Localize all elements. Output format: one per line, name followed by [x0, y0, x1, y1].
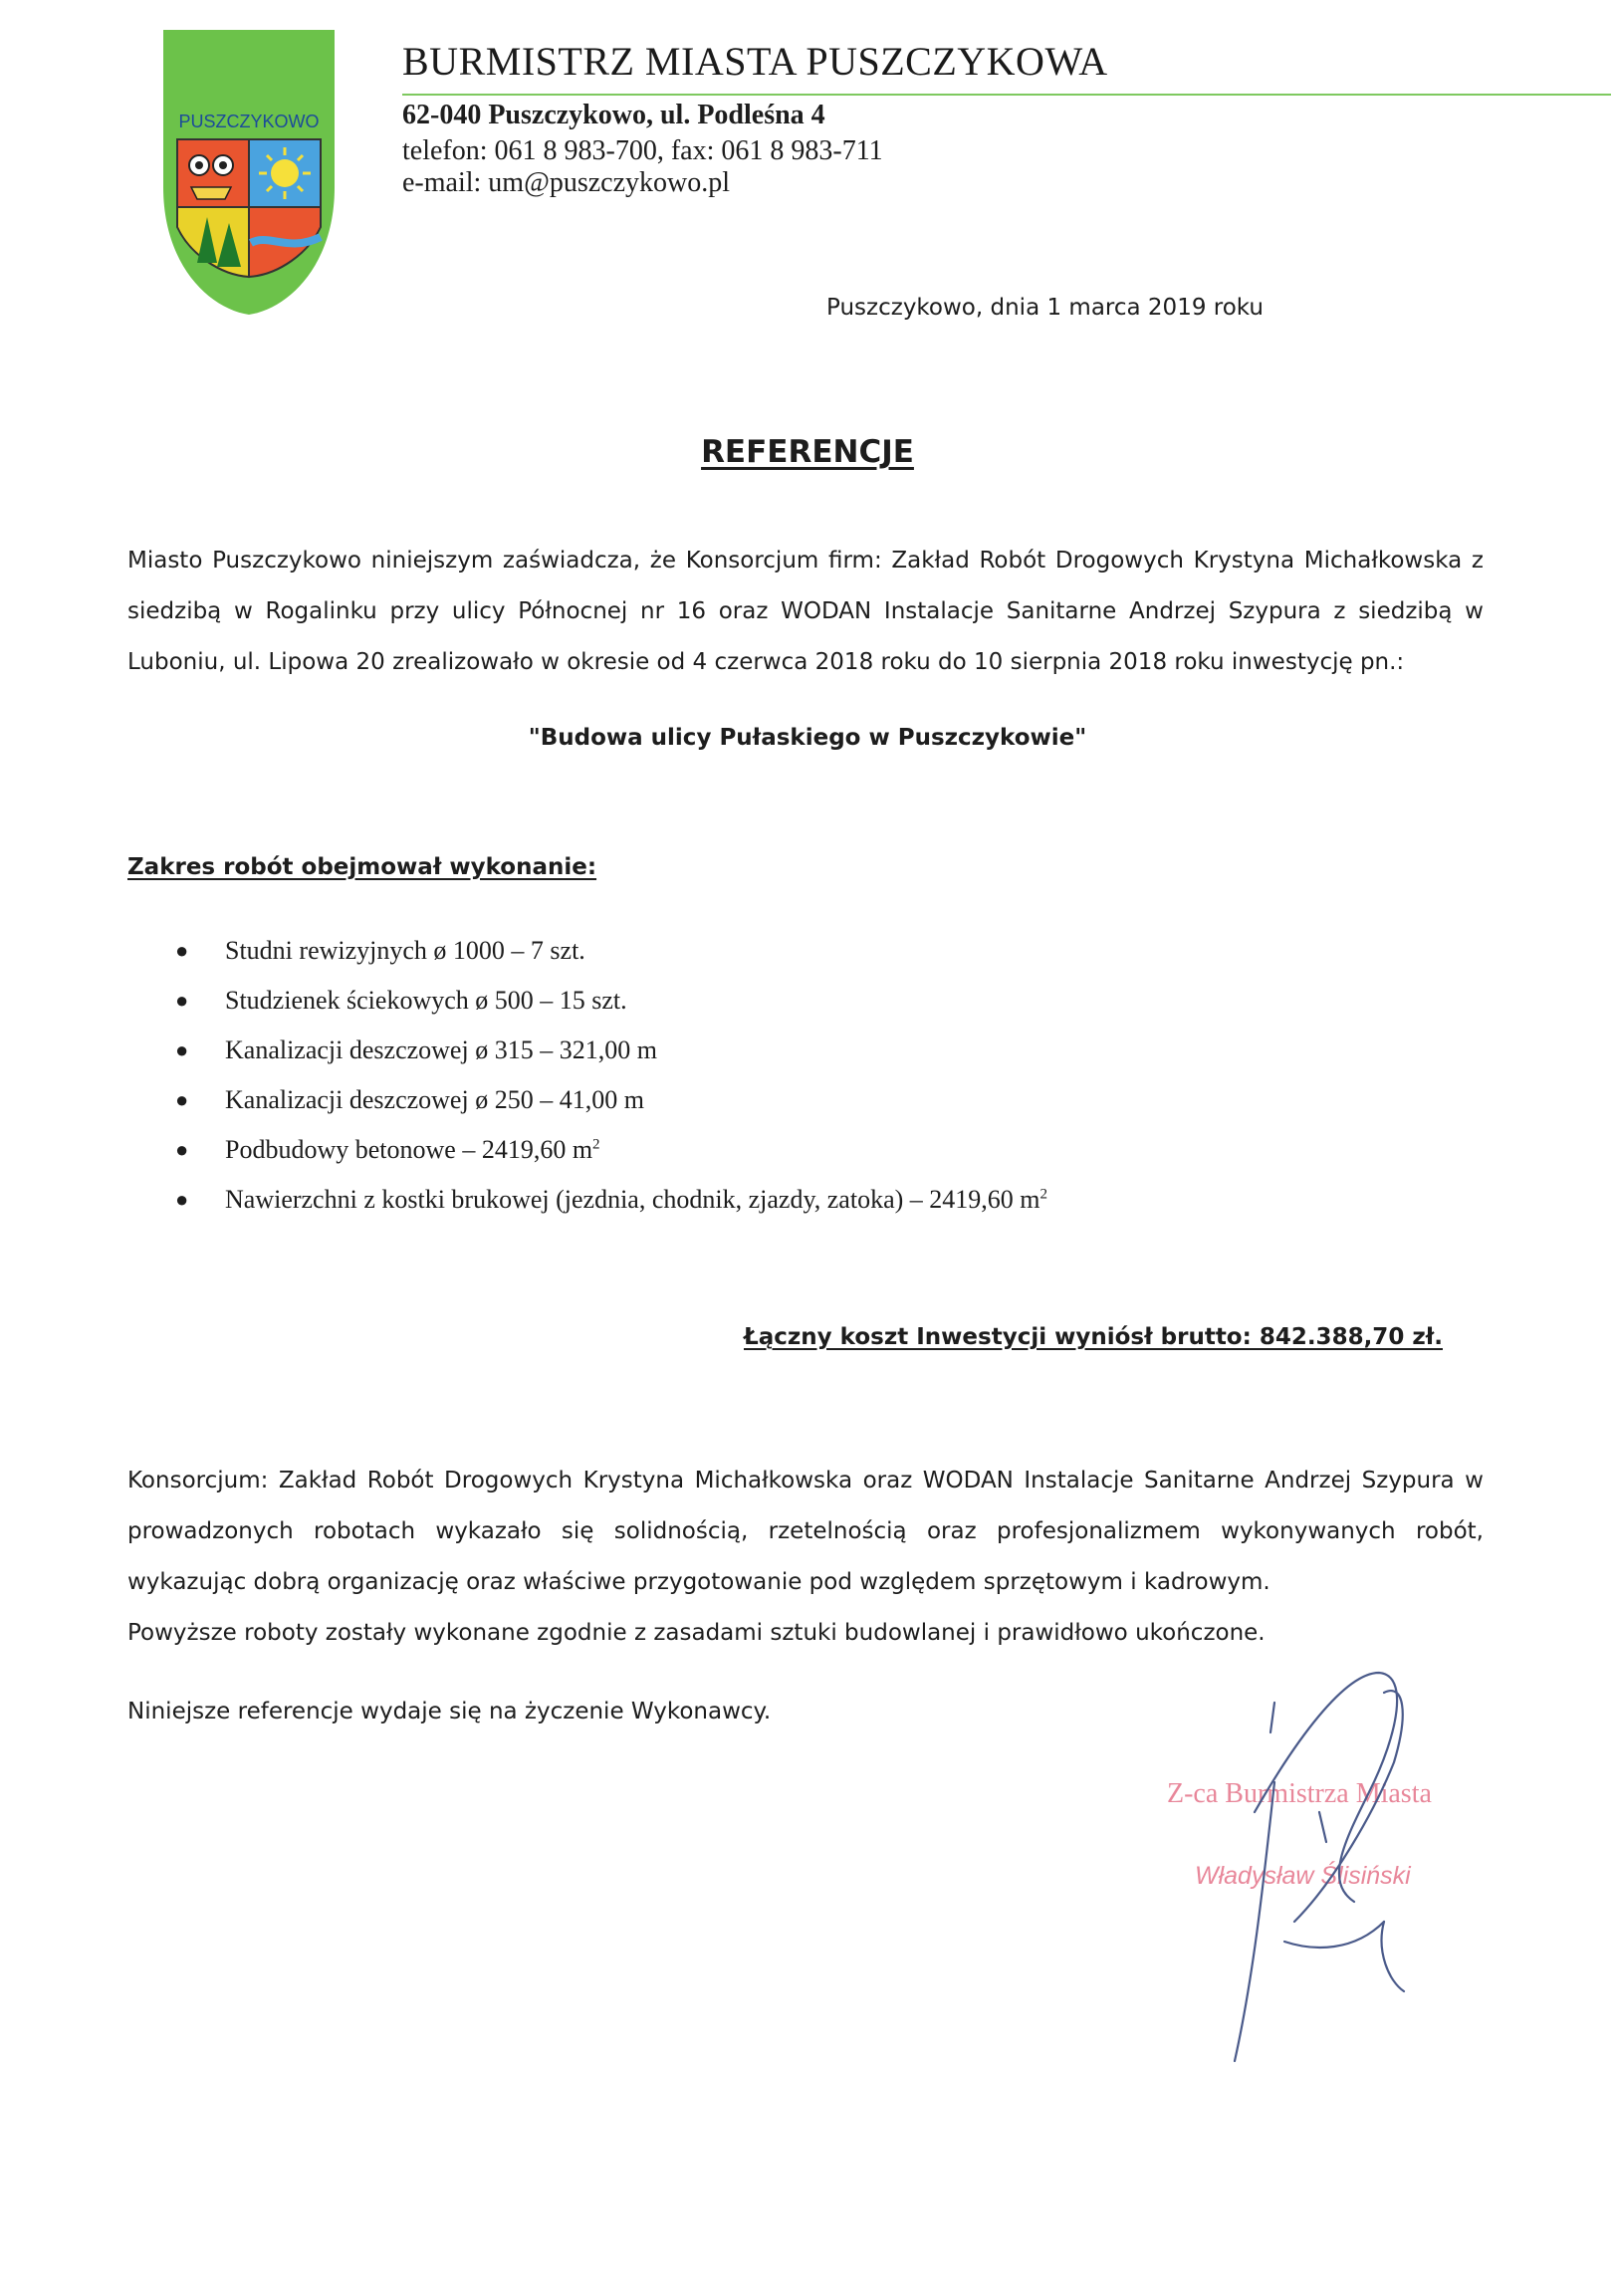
project-name: "Budowa ulicy Pułaskiego w Puszczykowie" — [528, 725, 1087, 751]
header-divider — [402, 94, 1611, 96]
scope-item: ● Podbudowy betonowe – 2419,60 $m^2$ — [175, 1129, 1047, 1179]
office-email: e-mail: um@puszczykowo.pl — [402, 167, 731, 198]
scope-list — [175, 930, 1047, 1229]
bullet-icon: ● — [175, 1087, 189, 1112]
closing-paragraph: Konsorcjum: Zakład Robót Drogowych Krystyna Michałkowska oraz WODAN Instalacje Sanitarne Andrzej Szypura w prowadzonych robotach wykazało się solidnością, rzetelnością oraz profesjonalizmem wykonywanych robót, wykazując dobrą organizację oraz właściwe przygotowanie pod względem sprzętowym i kadrowym. — [127, 1468, 1484, 1595]
completion-statement: Powyższe roboty zostały wykonane zgodnie z zasadami sztuki budowlanej i prawidłowo ukończone. — [127, 1620, 1266, 1646]
office-title: BURMISTRZ MIASTA PUSZCZYKOWA — [402, 39, 1108, 84]
bullet-icon: ● — [175, 1187, 189, 1212]
document-date: Puszczykowo, dnia 1 marca 2019 roku — [826, 295, 1264, 321]
bullet-icon: ● — [175, 938, 189, 963]
scope-item: ● Kanalizacji deszczowej ø 250 – 41,00 m — [175, 1079, 1047, 1129]
stamp-role: Z-ca Burmistrza Miasta — [1167, 1778, 1432, 1809]
superscript-unit: 2 — [592, 1136, 600, 1153]
final-note: Niniejsze referencje wydaje się na życzenie Wykonawcy. — [127, 1699, 772, 1724]
scope-item: ● Kanalizacji deszczowej ø 315 – 321,00 m — [175, 1030, 1047, 1079]
intro-paragraph: Miasto Puszczykowo niniejszym zaświadcza, że Konsorcjum firm: Zakład Robót Drogowych Krystyna Michałkowska z siedzibą w Rogalinku przy ulicy Północnej nr 16 oraz WODAN Instalacje Sanitarne Andrzej Szypura z siedzibą w Luboniu, ul. Lipowa 20 zrealizowało w okresie od 4 czerwca 2018 roku do 10 sierpnia 2018 roku inwestycję pn.: — [127, 548, 1484, 675]
scope-heading: Zakres robót obejmował wykonanie: — [127, 854, 597, 880]
office-address: 62-040 Puszczykowo, ul. Podleśna 4 — [402, 100, 825, 130]
bullet-icon: ● — [175, 1037, 189, 1062]
crest-logo — [159, 28, 339, 317]
scope-item: ● Studzienek ściekowych ø 500 – 15 szt. — [175, 980, 1047, 1030]
closing-section — [127, 1456, 1484, 1659]
scope-item: ● Studni rewizyjnych ø 1000 – 7 szt. — [175, 930, 1047, 980]
document-title: REFERENCJE — [701, 434, 914, 470]
office-phone-fax: telefon: 061 8 983-700, fax: 061 8 983-711 — [402, 135, 883, 166]
handwritten-signature — [1145, 1653, 1484, 2071]
superscript-unit: 2 — [1039, 1186, 1047, 1203]
svg-text:PUSZCZYKOWO: PUSZCZYKOWO — [178, 112, 320, 131]
bullet-icon: ● — [175, 988, 189, 1013]
stamp-name: Władysław Ślisiński — [1195, 1862, 1411, 1890]
bullet-icon: ● — [175, 1137, 189, 1162]
scope-item: ● Nawierzchni z kostki brukowej (jezdnia, chodnik, zjazdy, zatoka) – 2419,60 $m^2$ — [175, 1179, 1047, 1229]
total-cost: Łączny koszt Inwestycji wyniósł brutto: 842.388,70 zł. — [744, 1324, 1443, 1350]
